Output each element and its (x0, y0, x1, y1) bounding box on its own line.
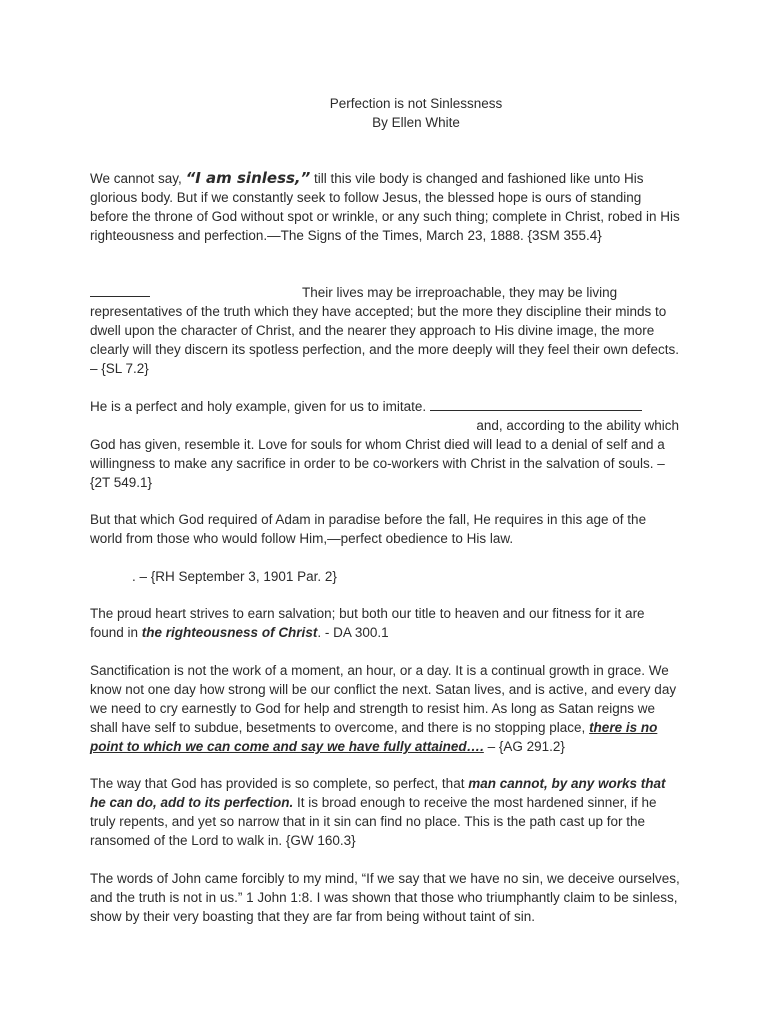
paragraph-5-text: . – {RH September 3, 1901 Par. 2} (132, 569, 337, 584)
paragraph-9-text: The words of John came forcibly to my mind, “If we say that we have no sin, we deceive ourselves, and the truth is not in us.” 1 John 1:8. I was shown that those who triumphantly claim to be sinless, show by their very boasting that they are far from being without taint of sin. (90, 871, 680, 924)
paragraph-4 (90, 510, 680, 548)
fill-in-blank-1 (90, 284, 150, 297)
paragraph-7-emph: there is no point to which we can come and say we have fully attained…. (90, 720, 658, 754)
paragraph-6-post: . - DA 300.1 (317, 625, 389, 640)
paragraph-8-pre: The way that God has provided is so complete, so perfect, that (90, 776, 469, 791)
title-block (0, 94, 768, 132)
paragraph-7-post: – {AG 291.2} (483, 739, 565, 754)
paragraph-3 (90, 397, 680, 492)
paragraph-3-pre: He is a perfect and holy example, given for us to imitate. (90, 399, 430, 414)
paragraph-2-text: Their lives may be irreproachable, they may be living representatives of the truth which they have accepted; but the more they discipline their minds to dwell upon the character of Christ, and the nearer they approach to His divine image, the more clearly will they discern its spotless perfection, and the more deeply will they feel their own defects. – {SL 7.2} (90, 285, 680, 376)
paragraph-8 (90, 774, 680, 850)
paragraph-1-post: till this vile body is changed and fashioned like unto His glorious body. But if we constantly seek to follow Jesus, the blessed hope is ours of standing before the throne of God without spot or wrinkle, or any such thing; complete in Christ, robed in His righteousness and perfection.—The Signs of the Times, March 23, 1888. {3SM 355.4} (90, 171, 680, 243)
paragraph-8-emph: man cannot, by any works that he can do, add to its perfection. (90, 776, 666, 810)
paragraph-7 (90, 661, 680, 756)
paragraph-6 (90, 604, 680, 642)
paragraph-1-pre: We cannot say, (90, 171, 186, 186)
paragraph-1 (90, 169, 680, 245)
paragraph-1-quote: “I am sinless,” (185, 169, 311, 187)
fill-in-blank-2 (430, 398, 642, 411)
paragraph-8-post: It is broad enough to receive the most hardened sinner, if he truly repents, and yet so narrow that in it sin can find no place. This is the path cast up for the ransomed of the Lord to walk in. {GW 160.3} (90, 795, 657, 848)
paragraph-3-rest: God has given, resemble it. Love for souls for whom Christ died will lead to a denial of self and a willingness to make any sacrifice in order to be co-workers with Christ in the salvation of souls. – {2T 549.1} (90, 437, 665, 490)
paragraph-2 (90, 283, 680, 378)
document-title: Perfection is not Sinlessness (329, 96, 503, 111)
paragraph-4-text: But that which God required of Adam in paradise before the fall, He requires in this age of the world from those who would follow Him,—perfect obedience to His law. (90, 512, 647, 546)
paragraph-7-pre: Sanctification is not the work of a moment, an hour, or a day. It is a continual growth in grace. We know not one day how strong will be our conflict the next. Satan lives, and is active, and every day we need to cry earnestly to God for help and strength to resist him. As long as Satan reigns we shall have self to subdue, besetments to overcome, and there is no stopping place, (90, 663, 677, 735)
paragraph-6-emph: the righteousness of Christ (141, 625, 318, 640)
paragraph-6-pre: The proud heart strives to earn salvation; but both our title to heaven and our fitness for it are found in (90, 606, 645, 640)
document-author: By Ellen White (372, 115, 460, 130)
paragraph-5 (90, 567, 680, 586)
paragraph-3-post-right: and, according to the ability which (476, 418, 679, 433)
paragraph-9 (90, 869, 680, 926)
